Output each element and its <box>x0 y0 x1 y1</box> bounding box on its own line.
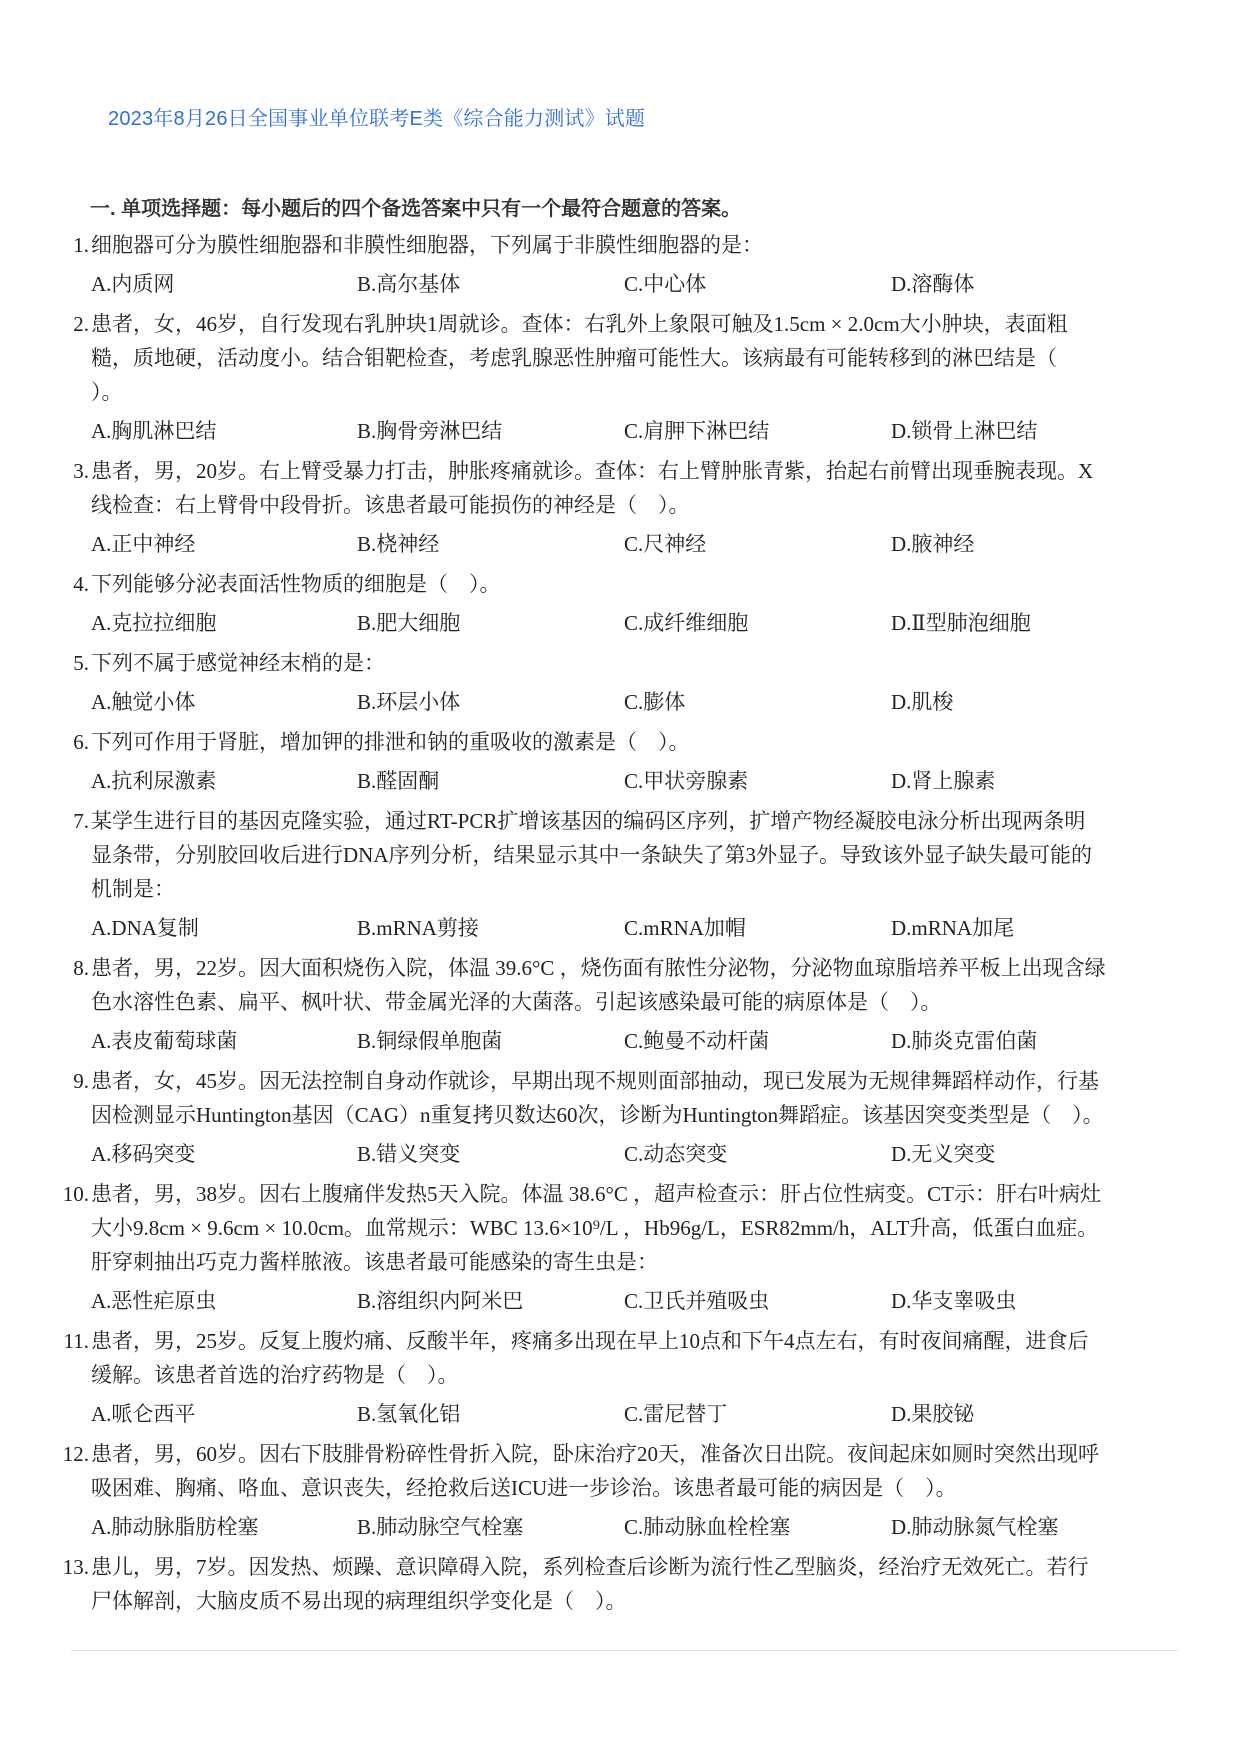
option-d: D.mRNA加尾 <box>891 916 1015 940</box>
question-number: 7. <box>73 809 89 833</box>
options-row <box>0 1510 1240 1544</box>
question-item <box>0 646 1240 719</box>
option-a: A.表皮葡萄球菌 <box>91 1029 238 1053</box>
question-item <box>0 567 1240 640</box>
section-heading: 一. 单项选择题：每小题后的四个备选答案中只有一个最符合题意的答案。 <box>90 198 742 220</box>
option-d: D.华支睾吸虫 <box>891 1289 1017 1313</box>
question-stem-line: 患者，男，20岁。右上臂受暴力打击，肿胀疼痛就诊。查体：右上臂肿胀青紫，抬起右前臂出现垂腕表现。X <box>91 459 1094 483</box>
question-number: 4. <box>73 572 89 596</box>
question-stem-line: 因检测显示Huntington基因（CAG）n重复拷贝数达60次，诊断为Huntington舞蹈症。该基因突变类型是（ ）。 <box>91 1103 1104 1127</box>
question-item <box>0 1177 1240 1318</box>
question-stem-line: 某学生进行目的基因克隆实验，通过RT-PCR扩增该基因的编码区序列，扩增产物经凝胶电泳分析出现两条明 <box>91 809 1086 833</box>
question-stem-line: 糙，质地硬，活动度小。结合钼靶检查，考虑乳腺恶性肿瘤可能性大。该病最有可能转移到的淋巴结是（ <box>91 346 1057 370</box>
option-d: D.肌梭 <box>891 690 954 714</box>
option-c: C.尺神经 <box>624 532 707 556</box>
question-stem-line: 显条带，分别胶回收后进行DNA序列分析，结果显示其中一条缺失了第3外显子。导致该外显子缺失最可能的 <box>91 843 1092 867</box>
document-title: 2023年8月26日全国事业单位联考E类《综合能力测试》试题 <box>108 108 646 130</box>
options-row <box>0 911 1240 945</box>
option-c: C.甲状旁腺素 <box>624 769 749 793</box>
options-row <box>0 764 1240 798</box>
option-c: C.mRNA加帽 <box>624 916 746 940</box>
option-a: A.正中神经 <box>91 532 196 556</box>
options-row <box>0 1284 1240 1318</box>
option-b: B.铜绿假单胞菌 <box>357 1029 503 1053</box>
option-b: B.高尔基体 <box>357 272 461 296</box>
options-row <box>0 527 1240 561</box>
option-a: A.哌仑西平 <box>91 1402 196 1426</box>
option-d: D.肾上腺素 <box>891 769 996 793</box>
option-b: B.氢氧化铝 <box>357 1402 461 1426</box>
option-c: C.卫氏并殖吸虫 <box>624 1289 770 1313</box>
options-row <box>0 267 1240 301</box>
options-row <box>0 414 1240 448</box>
question-number: 8. <box>73 956 89 980</box>
question-stem-line: 肝穿刺抽出巧克力酱样脓液。该患者最可能感染的寄生虫是： <box>91 1250 658 1274</box>
question-number: 9. <box>73 1069 89 1093</box>
question-stem-line: 患者，女，45岁。因无法控制自身动作就诊，早期出现不规则面部抽动，现已发展为无规律舞蹈样动作，行基 <box>91 1069 1099 1093</box>
question-item <box>0 228 1240 301</box>
option-c: C.鲍曼不动杆菌 <box>624 1029 770 1053</box>
option-c: C.肺动脉血栓栓塞 <box>624 1515 791 1539</box>
question-item <box>0 725 1240 798</box>
question-stem-line: 线检查：右上臂骨中段骨折。该患者最可能损伤的神经是（ ）。 <box>91 493 690 517</box>
option-a: A.克拉拉细胞 <box>91 611 217 635</box>
question-stem-line: 患者，男，25岁。反复上腹灼痛、反酸半年，疼痛多出现在早上10点和下午4点左右，有时夜间痛醒，进食后 <box>91 1329 1089 1353</box>
question-stem-line: ）。 <box>91 380 123 404</box>
option-c: C.肩胛下淋巴结 <box>624 419 770 443</box>
option-b: B.肥大细胞 <box>357 611 461 635</box>
option-a: A.DNA复制 <box>91 916 199 940</box>
option-d: D.锁骨上淋巴结 <box>891 419 1038 443</box>
option-d: D.肺动脉氮气栓塞 <box>891 1515 1059 1539</box>
question-number: 1. <box>73 233 89 257</box>
option-a: A.恶性疟原虫 <box>91 1289 217 1313</box>
options-row <box>0 685 1240 719</box>
question-stem-line: 大小9.8cm × 9.6cm × 10.0cm。血常规示：WBC 13.6×10⁹/L ，Hb96g/L，ESR82mm/h，ALT升高，低蛋白血症。 <box>91 1216 1099 1240</box>
option-a: A.胸肌淋巴结 <box>91 419 217 443</box>
question-stem-line: 吸困难、胸痛、咯血、意识丧失，经抢救后送ICU进一步诊治。该患者最可能的病因是（ ）。 <box>91 1476 957 1500</box>
page-divider <box>71 1650 1178 1651</box>
option-c: C.膨体 <box>624 690 686 714</box>
options-row <box>0 1397 1240 1431</box>
option-c: C.中心体 <box>624 272 707 296</box>
option-a: A.抗利尿激素 <box>91 769 217 793</box>
question-number: 2. <box>73 312 89 336</box>
question-number: 6. <box>73 730 89 754</box>
question-number: 13. <box>62 1555 89 1579</box>
question-stem-line: 尸体解剖，大脑皮质不易出现的病理组织学变化是（ ）。 <box>91 1589 627 1613</box>
question-stem-line: 下列能够分泌表面活性物质的细胞是（ ）。 <box>91 572 501 596</box>
option-d: D.肺炎克雷伯菌 <box>891 1029 1038 1053</box>
option-b: B.溶组织内阿米巴 <box>357 1289 524 1313</box>
question-stem-line: 患者，男，38岁。因右上腹痛伴发热5天入院。体温 38.6°C ，超声检查示：肝占位性病变。CT示：肝右叶病灶 <box>91 1182 1101 1206</box>
question-item <box>0 804 1240 945</box>
option-d: D.溶酶体 <box>891 272 975 296</box>
option-b: B.醛固酮 <box>357 769 440 793</box>
option-d: D.果胶铋 <box>891 1402 975 1426</box>
question-stem-line: 患者，男，60岁。因右下肢腓骨粉碎性骨折入院，卧床治疗20天，准备次日出院。夜间起床如厕时突然出现呼 <box>91 1442 1099 1466</box>
question-item <box>0 951 1240 1058</box>
question-stem-line: 色水溶性色素、扁平、枫叶状、带金属光泽的大菌落。引起该感染最可能的病原体是（ ）。 <box>91 990 942 1014</box>
options-row <box>0 1024 1240 1058</box>
option-b: B.肺动脉空气栓塞 <box>357 1515 524 1539</box>
option-b: B.mRNA剪接 <box>357 916 479 940</box>
question-number: 10. <box>62 1182 89 1206</box>
options-row <box>0 1137 1240 1171</box>
options-row <box>0 606 1240 640</box>
option-a: A.移码突变 <box>91 1142 196 1166</box>
question-stem-line: 机制是： <box>91 877 175 901</box>
option-b: B.错义突变 <box>357 1142 461 1166</box>
question-item <box>0 1064 1240 1171</box>
option-d: D.无义突变 <box>891 1142 996 1166</box>
option-d: D.腋神经 <box>891 532 975 556</box>
question-stem-line: 患儿，男，7岁。因发热、烦躁、意识障碍入院，系列检查后诊断为流行性乙型脑炎，经治疗无效死亡。若行 <box>91 1555 1089 1579</box>
question-stem-line: 患者，男，22岁。因大面积烧伤入院，体温 39.6°C ，烧伤面有脓性分泌物，分泌物血琼脂培养平板上出现含绿 <box>91 956 1106 980</box>
question-item <box>0 1437 1240 1544</box>
option-a: A.肺动脉脂肪栓塞 <box>91 1515 259 1539</box>
option-b: B.桡神经 <box>357 532 440 556</box>
question-stem-line: 下列可作用于肾脏，增加钾的排泄和钠的重吸收的激素是（ ）。 <box>91 730 690 754</box>
option-a: A.内质网 <box>91 272 175 296</box>
question-item <box>0 454 1240 561</box>
question-stem-line: 细胞器可分为膜性细胞器和非膜性细胞器，下列属于非膜性细胞器的是： <box>91 233 763 257</box>
question-stem-line: 患者，女，46岁，自行发现右乳肿块1周就诊。查体：右乳外上象限可触及1.5cm × 2.0cm大小肿块，表面粗 <box>91 312 1068 336</box>
option-d: D.Ⅱ型肺泡细胞 <box>891 611 1031 635</box>
option-b: B.胸骨旁淋巴结 <box>357 419 503 443</box>
question-stem-line: 缓解。该患者首选的治疗药物是（ ）。 <box>91 1363 459 1387</box>
question-stem-line: 下列不属于感觉神经末梢的是： <box>91 651 385 675</box>
option-c: C.雷尼替丁 <box>624 1402 728 1426</box>
option-b: B.环层小体 <box>357 690 461 714</box>
question-number: 11. <box>63 1329 89 1353</box>
question-item <box>0 1550 1240 1618</box>
option-a: A.触觉小体 <box>91 690 196 714</box>
question-item <box>0 1324 1240 1431</box>
question-number: 5. <box>73 651 89 675</box>
question-number: 3. <box>73 459 89 483</box>
question-list <box>0 228 1240 1624</box>
option-c: C.动态突变 <box>624 1142 728 1166</box>
question-number: 12. <box>62 1442 89 1466</box>
question-item <box>0 307 1240 448</box>
option-c: C.成纤维细胞 <box>624 611 749 635</box>
